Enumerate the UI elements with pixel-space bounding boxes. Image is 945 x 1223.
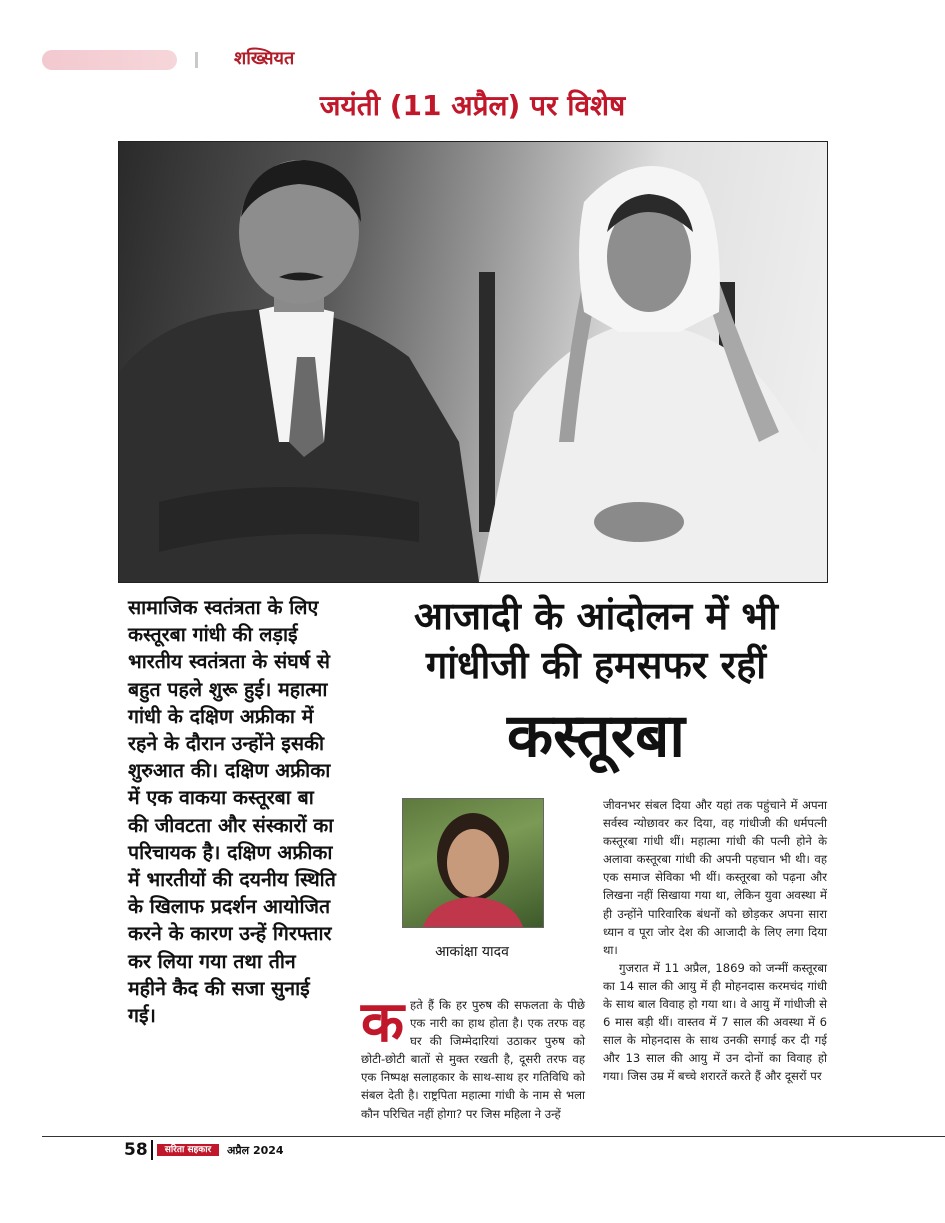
headline-line-1: आजादी के आंदोलन में भी [414, 594, 778, 638]
drop-cap: क [361, 990, 405, 1055]
section-tag-pill [42, 50, 177, 70]
main-photo [118, 141, 828, 583]
footer-separator [151, 1140, 153, 1160]
body-column-1-text: हते हैं कि हर पुरुष की सफलता के पीछे एक नारी का हाथ होता है। एक तरफ वह घर की जिम्मेदारियां उठाकर पुरुष को छोटी-छोटी बातों से मुक्त रखती है, दूसरी तरफ वह एक निष्पक्ष सलाहकार के साथ-साथ हर गतिविधि को संबल देती है। राष्ट्रपिता महात्मा गांधी के नाम से भला कौन परिचित नहीं होगा? पर जिस महिला ने उन्हें [361, 998, 585, 1121]
author-portrait [403, 799, 543, 927]
body-column-2 [603, 796, 827, 1086]
body-column-1 [361, 990, 585, 1123]
issue-date: अप्रैल 2024 [227, 1144, 284, 1157]
headline-name: कस्तूरबा [507, 701, 685, 771]
footer-rule [42, 1136, 945, 1137]
header-separator [195, 52, 198, 68]
photo-illustration [119, 142, 827, 582]
headline [365, 592, 827, 690]
section-title: शख्सियत [234, 48, 295, 69]
author-photo [402, 798, 544, 928]
body-paragraph: गुजरात में 11 अप्रैल, 1869 को जन्मीं कस्तूरबा का 14 साल की आयु में ही मोहनदास करमचंद गांधी के साथ बाल विवाह हो गया था। वे आयु में गांधीजी से 6 मास बड़ी थीं। वास्तव में 7 साल की अवस्था में 6 साल के मोहनदास के साथ उनकी सगाई कर दी गई और 13 साल की आयु में उन दोनों का विवाह हो गया। जिस उम्र में बच्चे शरारतें करते हैं और दूसरों पर [603, 960, 827, 1084]
body-paragraph: जीवनभर संबल दिया और यहां तक पहुंचाने में अपना सर्वस्व न्योछावर कर दिया, वह गांधीजी की धर्मपत्नी कस्तूरबा गांधी थीं। महात्मा गांधी की पत्नी होने के अलावा कस्तूरबा गांधी की अपनी पहचान भी थी। वह एक समाज सेविका भी थीं। कस्तूरबा को पढ़ना और लिखना नहीं सिखाया गया था, लेकिन युवा अवस्था में ही उन्होंने पारिवारिक बंधनों को छोड़कर अपना सारा ध्यान व पूरा जोर देश की आजादी के लिए लगा दिया था। [603, 798, 827, 957]
kicker-title: जयंती (11 अप्रैल) पर विशेष [319, 89, 626, 122]
page-number: 58 [124, 1140, 148, 1160]
magazine-logo: सरिता सहकार [157, 1144, 219, 1156]
author-name: आकांक्षा यादव [435, 944, 509, 960]
intro-summary: सामाजिक स्वतंत्रता के लिए कस्तूरबा गांधी की लड़ाई भारतीय स्वतंत्रता के संघर्ष से बहुत पहले शुरू हुई। महात्मा गांधी के दक्षिण अफ्रीका में रहने के दौरान उन्होंने इसकी शुरुआत की। दक्षिण अफ्रीका में एक वाकया कस्तूरबा बा की जीवटता और संस्कारों का परिचायक है। दक्षिण अफ्रीका में भारतीयों की दयनीय स्थिति के खिलाफ प्रदर्शन आयोजित करने के कारण उन्हें गिरफ्तार कर लिया गया तथा तीन महीने कैद की सजा सुनाई गई। [128, 596, 336, 1028]
headline-line-2: गांधीजी की हमसफर रहीं [425, 643, 767, 687]
